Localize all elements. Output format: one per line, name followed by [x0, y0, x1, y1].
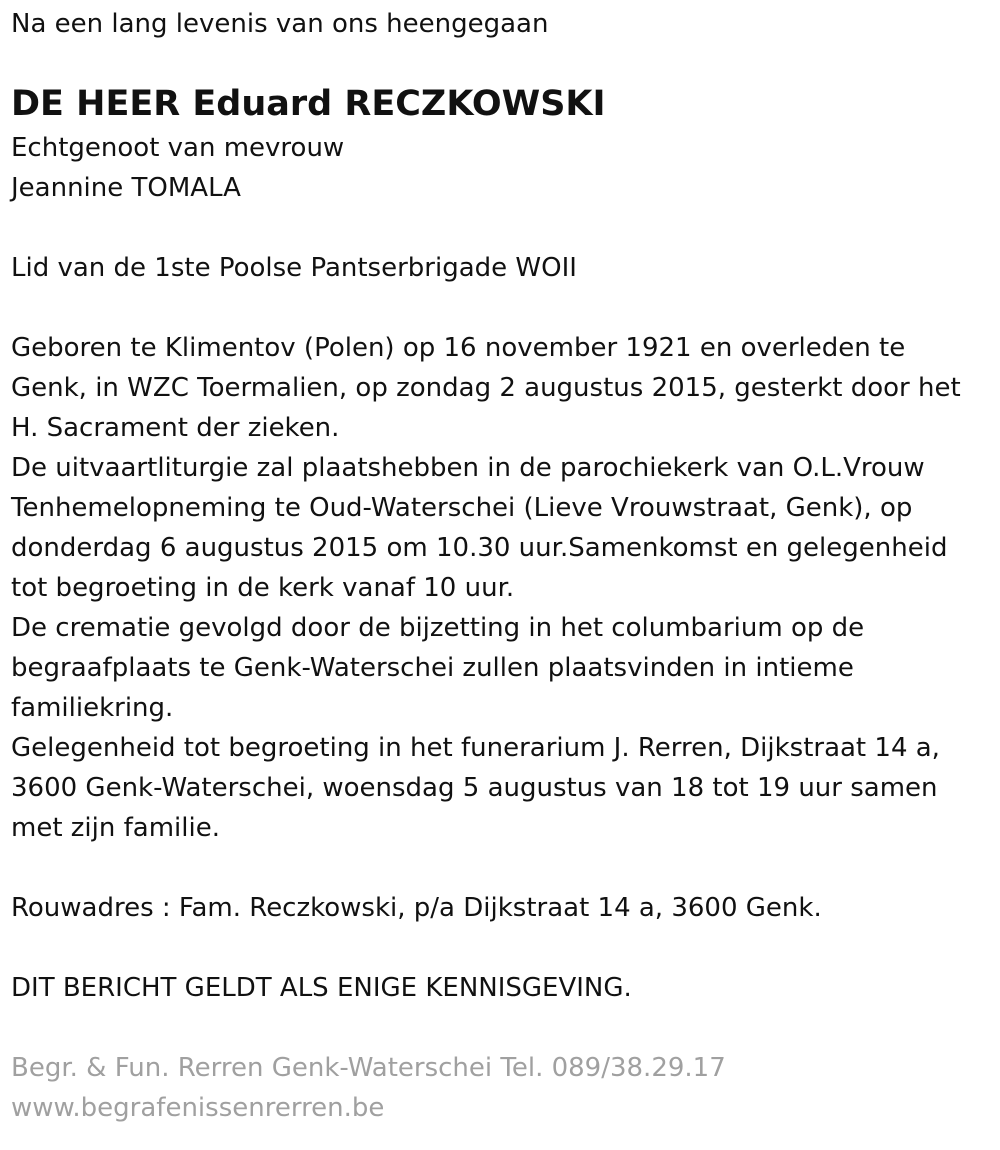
- notice-statement: DIT BERICHT GELDT ALS ENIGE KENNISGEVING.: [11, 973, 632, 1003]
- body-line: De uitvaartliturgie zal plaatshebben in de parochiekerk van O.L.Vrouw: [11, 453, 925, 483]
- body-line: De crematie gevolgd door de bijzetting in het columbarium op de: [11, 613, 865, 643]
- body-line: H. Sacrament der zieken.: [11, 413, 340, 443]
- spacer: [11, 928, 991, 968]
- spacer: [11, 288, 991, 328]
- spouse-line-2: Jeannine TOMALA: [11, 173, 241, 203]
- body-line: 3600 Genk-Waterschei, woensdag 5 augustus van 18 tot 19 uur samen: [11, 773, 938, 803]
- body-line: familiekring.: [11, 693, 174, 723]
- funeral-home-website: www.begrafenissenrerren.be: [11, 1093, 385, 1123]
- body-line: Geboren te Klimentov (Polen) op 16 november 1921 en overleden te: [11, 333, 906, 363]
- mourning-address: Rouwadres : Fam. Reczkowski, p/a Dijkstraat 14 a, 3600 Genk.: [11, 893, 822, 923]
- intro-line: Na een lang levenis van ons heengegaan: [11, 9, 549, 39]
- notice-body: [11, 328, 991, 848]
- spacer: [11, 848, 991, 888]
- spacer: [11, 1008, 991, 1048]
- body-line: tot begroeting in de kerk vanaf 10 uur.: [11, 573, 515, 603]
- spacer: [11, 208, 991, 248]
- body-line: Genk, in WZC Toermalien, op zondag 2 augustus 2015, gesterkt door het: [11, 373, 961, 403]
- body-line: donderdag 6 augustus 2015 om 10.30 uur.Samenkomst en gelegenheid: [11, 533, 948, 563]
- body-line: begraafplaats te Genk-Waterschei zullen plaatsvinden in intieme: [11, 653, 854, 683]
- body-line: Gelegenheid tot begroeting in het funerarium J. Rerren, Dijkstraat 14 a,: [11, 733, 940, 763]
- funeral-home-contact: Begr. & Fun. Rerren Genk-Waterschei Tel. 089/38.29.17: [11, 1053, 726, 1083]
- body-line: Tenhemelopneming te Oud-Waterschei (Lieve Vrouwstraat, Genk), op: [11, 493, 913, 523]
- deceased-name: DE HEER Eduard RECZKOWSKI: [11, 84, 606, 124]
- membership-line: Lid van de 1ste Poolse Pantserbrigade WOII: [11, 253, 577, 283]
- death-notice: [11, 4, 991, 1128]
- spouse-line-1: Echtgenoot van mevrouw: [11, 133, 345, 163]
- body-line: met zijn familie.: [11, 813, 220, 843]
